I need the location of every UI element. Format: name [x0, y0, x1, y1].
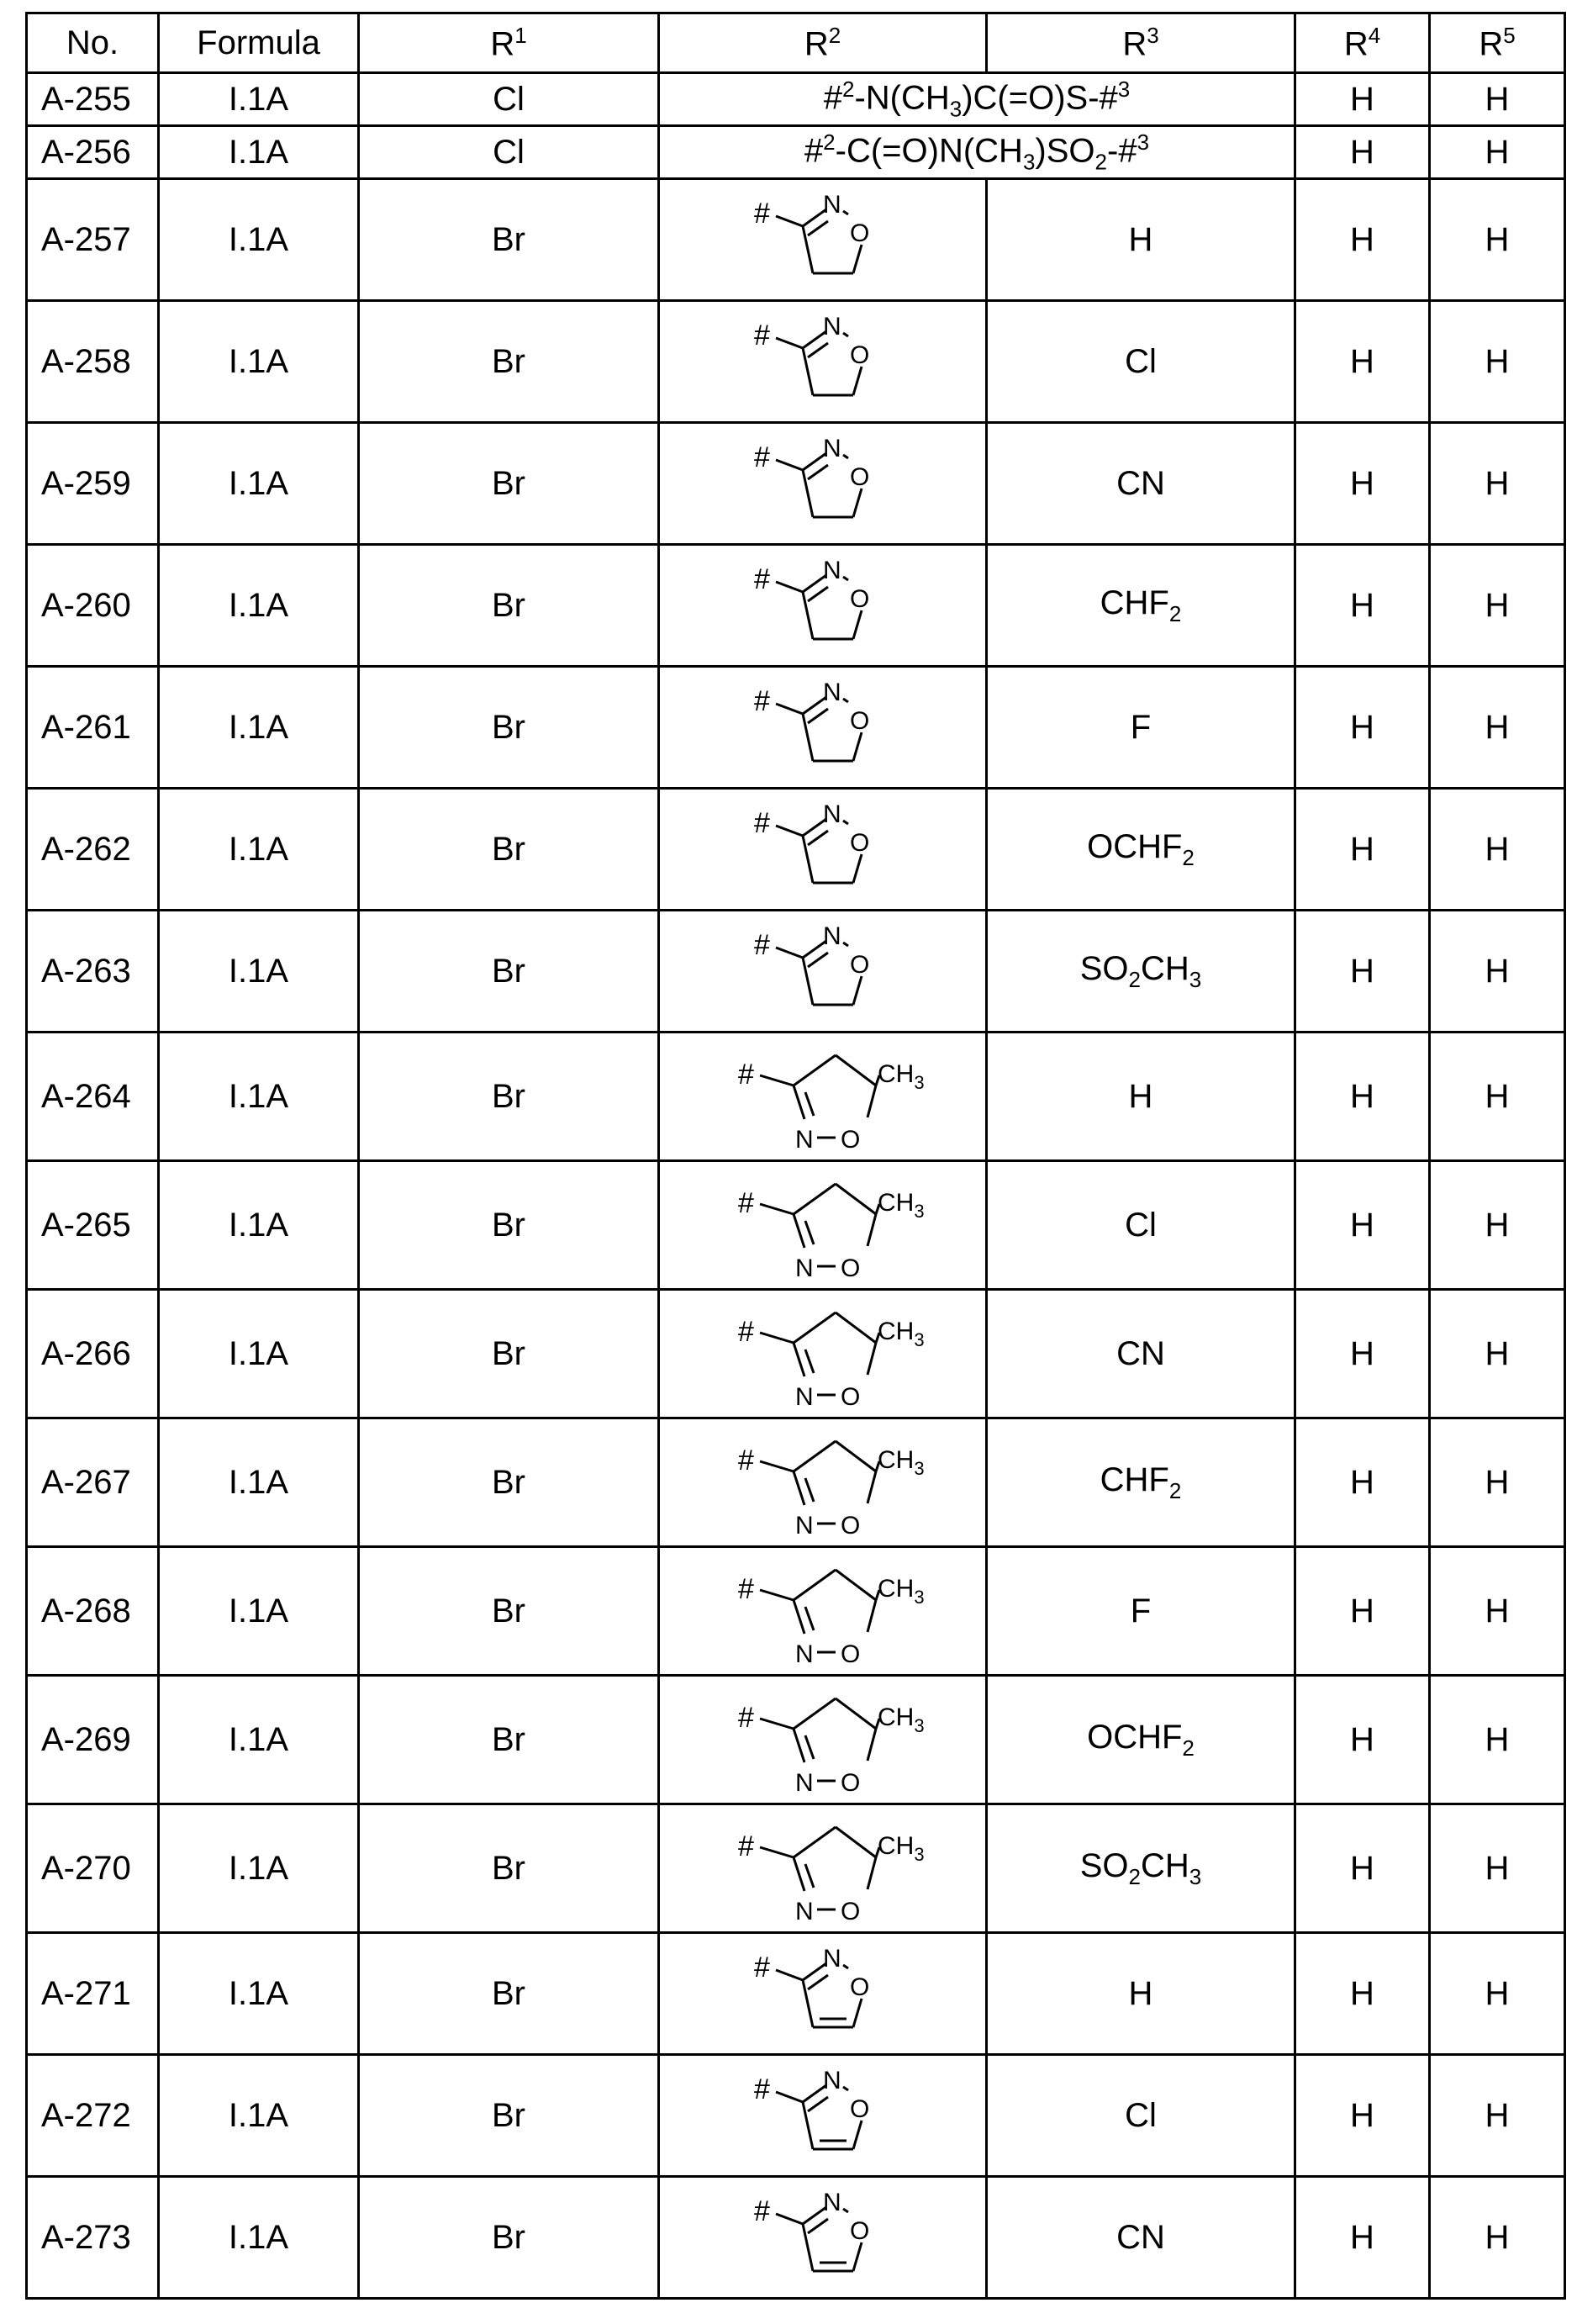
- cell-r4: H: [1295, 2055, 1430, 2177]
- cell-r5: H: [1430, 1804, 1565, 1933]
- svg-text:O: O: [849, 2095, 869, 2123]
- svg-text:N: N: [794, 1254, 814, 1282]
- cell-r5: H: [1430, 1676, 1565, 1804]
- cell-formula: I.1A: [159, 911, 359, 1033]
- cell-r2: [659, 1418, 987, 1547]
- cell-no: A-261: [27, 667, 159, 789]
- cell-no: A-272: [27, 2055, 159, 2177]
- cell-no: A-260: [27, 545, 159, 667]
- header-no: No.: [27, 13, 159, 73]
- header-r5: $R^5$: [1430, 13, 1565, 73]
- cell-r4: H: [1295, 789, 1430, 911]
- svg-text:CH3: $CH_3$: [877, 1060, 925, 1093]
- methyl-dihydroisoxazolyl-structure: [726, 1428, 925, 1540]
- cell-r1: Cl: [359, 73, 659, 126]
- cell-r5: H: [1430, 1290, 1565, 1418]
- svg-text:N: N: [822, 435, 841, 462]
- cell-r5: H: [1430, 789, 1565, 911]
- table-row: [27, 545, 1565, 667]
- svg-text:O: O: [849, 707, 869, 735]
- cell-r3: $OCHF_2$: [987, 789, 1295, 911]
- cell-r3: H: [987, 1033, 1295, 1161]
- isoxazolyl-structure: [739, 1943, 907, 2044]
- svg-text:#: #: [737, 1059, 754, 1091]
- table-row: [27, 1933, 1565, 2055]
- cell-r4: H: [1295, 2177, 1430, 2299]
- cell-no: A-269: [27, 1676, 159, 1804]
- svg-text:O: O: [840, 1512, 860, 1540]
- cell-r3: F: [987, 667, 1295, 789]
- cell-r4: H: [1295, 1933, 1430, 2055]
- compound-table: [25, 12, 1566, 2300]
- svg-text:O: O: [849, 829, 869, 857]
- svg-text:N: N: [794, 1769, 814, 1797]
- svg-text:O: O: [849, 463, 869, 491]
- svg-text:O: O: [849, 951, 869, 979]
- cell-formula: I.1A: [159, 301, 359, 423]
- svg-text:N: N: [822, 2067, 841, 2094]
- svg-text:#: #: [753, 2195, 770, 2227]
- svg-text:#: #: [737, 1830, 754, 1862]
- table-row: [27, 126, 1565, 179]
- svg-text:O: O: [840, 1126, 860, 1154]
- cell-r1: Br: [359, 667, 659, 789]
- svg-text:O: O: [849, 1973, 869, 2001]
- cell-r1: Br: [359, 545, 659, 667]
- cell-r5: H: [1430, 1161, 1565, 1290]
- cell-r2: [659, 1804, 987, 1933]
- table-row: [27, 73, 1565, 126]
- svg-text:#: #: [753, 198, 770, 230]
- svg-text:#: #: [753, 563, 770, 595]
- cell-formula: I.1A: [159, 73, 359, 126]
- methyl-dihydroisoxazolyl-structure: [726, 1556, 925, 1668]
- cell-no: A-271: [27, 1933, 159, 2055]
- cell-no: A-266: [27, 1290, 159, 1418]
- dihydroisoxazolyl-structure: [739, 799, 907, 900]
- header-r4: $R^4$: [1295, 13, 1430, 73]
- table-row: [27, 1547, 1565, 1676]
- cell-r4: H: [1295, 1033, 1430, 1161]
- cell-no: A-265: [27, 1161, 159, 1290]
- cell-r2: [659, 545, 987, 667]
- svg-text:O: O: [840, 1640, 860, 1668]
- cell-r2-r3-bridge: $\#^2-C(=O)N(CH_3)SO_2-\#^3$: [659, 126, 1295, 179]
- cell-r1: Br: [359, 1933, 659, 2055]
- cell-no: A-264: [27, 1033, 159, 1161]
- table-row: [27, 911, 1565, 1033]
- cell-formula: I.1A: [159, 1676, 359, 1804]
- table-row: [27, 1033, 1565, 1161]
- cell-r2: [659, 1290, 987, 1418]
- svg-text:N: N: [794, 1640, 814, 1668]
- cell-r5: H: [1430, 667, 1565, 789]
- cell-r2: [659, 2177, 987, 2299]
- cell-formula: I.1A: [159, 2055, 359, 2177]
- cell-formula: I.1A: [159, 1418, 359, 1547]
- cell-r2: [659, 1547, 987, 1676]
- cell-r1: Br: [359, 1290, 659, 1418]
- table-row: [27, 423, 1565, 545]
- cell-r3: $SO_2CH_3$: [987, 1804, 1295, 1933]
- cell-r1: Br: [359, 1804, 659, 1933]
- cell-r3: $OCHF_2$: [987, 1676, 1295, 1804]
- cell-r2: [659, 179, 987, 301]
- cell-r1: Br: [359, 789, 659, 911]
- cell-formula: I.1A: [159, 667, 359, 789]
- cell-r2: [659, 301, 987, 423]
- svg-text:N: N: [822, 2189, 841, 2216]
- cell-r1: Br: [359, 2177, 659, 2299]
- svg-text:#: #: [737, 1187, 754, 1219]
- cell-r5: H: [1430, 1547, 1565, 1676]
- cell-no: A-273: [27, 2177, 159, 2299]
- svg-text:N: N: [794, 1512, 814, 1540]
- cell-r5: H: [1430, 911, 1565, 1033]
- cell-r3: Cl: [987, 1161, 1295, 1290]
- cell-r1: Br: [359, 2055, 659, 2177]
- cell-no: A-268: [27, 1547, 159, 1676]
- svg-text:#: #: [753, 1952, 770, 1983]
- svg-text:N: N: [794, 1898, 814, 1925]
- cell-formula: I.1A: [159, 423, 359, 545]
- cell-r2: [659, 667, 987, 789]
- cell-formula: I.1A: [159, 1290, 359, 1418]
- svg-text:N: N: [794, 1383, 814, 1411]
- svg-text:N: N: [822, 922, 841, 950]
- cell-r3: $CHF_2$: [987, 1418, 1295, 1547]
- cell-formula: I.1A: [159, 1161, 359, 1290]
- cell-formula: I.1A: [159, 789, 359, 911]
- cell-r5: H: [1430, 2177, 1565, 2299]
- cell-r1: Br: [359, 1676, 659, 1804]
- table-row: [27, 789, 1565, 911]
- cell-formula: I.1A: [159, 126, 359, 179]
- svg-text:O: O: [840, 1383, 860, 1411]
- table-row: [27, 1676, 1565, 1804]
- svg-text:CH3: $CH_3$: [877, 1703, 925, 1736]
- svg-text:N: N: [822, 800, 841, 828]
- svg-text:#: #: [737, 1702, 754, 1734]
- cell-r2: [659, 789, 987, 911]
- cell-r4: H: [1295, 1418, 1430, 1547]
- svg-text:O: O: [849, 341, 869, 369]
- methyl-dihydroisoxazolyl-structure: [726, 1814, 925, 1925]
- table-row: [27, 667, 1565, 789]
- cell-no: A-256: [27, 126, 159, 179]
- isoxazolyl-structure: [739, 2187, 907, 2288]
- cell-r1: Br: [359, 179, 659, 301]
- header-r2: $R^2$: [659, 13, 987, 73]
- svg-text:O: O: [849, 585, 869, 613]
- cell-no: A-258: [27, 301, 159, 423]
- cell-formula: I.1A: [159, 179, 359, 301]
- header-row: [27, 13, 1565, 73]
- cell-r3: CN: [987, 1290, 1295, 1418]
- header-r3: $R^3$: [987, 13, 1295, 73]
- svg-text:#: #: [737, 1316, 754, 1348]
- cell-no: A-270: [27, 1804, 159, 1933]
- dihydroisoxazolyl-structure: [739, 555, 907, 656]
- svg-text:CH3: $CH_3$: [877, 1189, 925, 1222]
- cell-r3: CN: [987, 2177, 1295, 2299]
- cell-r4: H: [1295, 1161, 1430, 1290]
- dihydroisoxazolyl-structure: [739, 311, 907, 412]
- svg-text:#: #: [753, 807, 770, 839]
- cell-r2-r3-bridge: $\#^2-N(CH_3)C(=O)S-\#^3$: [659, 73, 1295, 126]
- svg-text:O: O: [840, 1898, 860, 1925]
- cell-r3: Cl: [987, 2055, 1295, 2177]
- cell-r5: H: [1430, 1033, 1565, 1161]
- svg-text:CH3: $CH_3$: [877, 1575, 925, 1608]
- cell-no: A-267: [27, 1418, 159, 1547]
- cell-r1: Cl: [359, 126, 659, 179]
- cell-r5: H: [1430, 126, 1565, 179]
- cell-r5: H: [1430, 1933, 1565, 2055]
- svg-text:N: N: [822, 557, 841, 584]
- cell-r5: H: [1430, 73, 1565, 126]
- cell-r4: H: [1295, 423, 1430, 545]
- cell-r4: H: [1295, 73, 1430, 126]
- svg-text:#: #: [753, 929, 770, 961]
- cell-r5: H: [1430, 301, 1565, 423]
- cell-no: A-263: [27, 911, 159, 1033]
- table-row: [27, 1418, 1565, 1547]
- table-row: [27, 179, 1565, 301]
- cell-r1: Br: [359, 301, 659, 423]
- cell-r4: H: [1295, 1547, 1430, 1676]
- dihydroisoxazolyl-structure: [739, 677, 907, 778]
- methyl-dihydroisoxazolyl-structure: [726, 1042, 925, 1154]
- table-row: [27, 2177, 1565, 2299]
- header-r1: $R^1$: [359, 13, 659, 73]
- svg-text:#: #: [737, 1445, 754, 1476]
- cell-r4: H: [1295, 179, 1430, 301]
- cell-r4: H: [1295, 1676, 1430, 1804]
- cell-r3: H: [987, 179, 1295, 301]
- svg-text:#: #: [753, 441, 770, 473]
- svg-text:N: N: [794, 1126, 814, 1154]
- cell-no: A-255: [27, 73, 159, 126]
- table-row: [27, 1804, 1565, 1933]
- cell-formula: I.1A: [159, 1033, 359, 1161]
- cell-formula: I.1A: [159, 1547, 359, 1676]
- table-row: [27, 1161, 1565, 1290]
- cell-formula: I.1A: [159, 1804, 359, 1933]
- cell-r2: [659, 1933, 987, 2055]
- svg-text:O: O: [840, 1769, 860, 1797]
- svg-text:O: O: [849, 219, 869, 247]
- methyl-dihydroisoxazolyl-structure: [726, 1299, 925, 1411]
- isoxazolyl-structure: [739, 2065, 907, 2166]
- cell-no: A-257: [27, 179, 159, 301]
- cell-r2: [659, 423, 987, 545]
- svg-text:N: N: [822, 679, 841, 706]
- cell-r2: [659, 2055, 987, 2177]
- svg-text:N: N: [822, 191, 841, 219]
- cell-no: A-259: [27, 423, 159, 545]
- header-formula: Formula: [159, 13, 359, 73]
- cell-r2: [659, 911, 987, 1033]
- svg-text:CH3: $CH_3$: [877, 1832, 925, 1865]
- cell-r5: H: [1430, 2055, 1565, 2177]
- cell-formula: I.1A: [159, 2177, 359, 2299]
- svg-text:#: #: [753, 685, 770, 717]
- cell-r4: H: [1295, 545, 1430, 667]
- cell-r4: H: [1295, 911, 1430, 1033]
- dihydroisoxazolyl-structure: [739, 433, 907, 534]
- cell-r3: CN: [987, 423, 1295, 545]
- svg-text:N: N: [822, 1945, 841, 1973]
- dihydroisoxazolyl-structure: [739, 189, 907, 290]
- cell-r4: H: [1295, 301, 1430, 423]
- svg-text:O: O: [849, 2217, 869, 2245]
- cell-r1: Br: [359, 1418, 659, 1547]
- svg-text:CH3: $CH_3$: [877, 1446, 925, 1479]
- svg-text:N: N: [822, 313, 841, 341]
- cell-r3: $CHF_2$: [987, 545, 1295, 667]
- table-row: [27, 2055, 1565, 2177]
- cell-r2: [659, 1676, 987, 1804]
- svg-text:#: #: [753, 320, 770, 351]
- svg-text:#: #: [753, 2073, 770, 2105]
- cell-r5: H: [1430, 179, 1565, 301]
- cell-no: A-262: [27, 789, 159, 911]
- cell-r1: Br: [359, 1033, 659, 1161]
- table-row: [27, 301, 1565, 423]
- cell-r1: Br: [359, 1161, 659, 1290]
- cell-r3: Cl: [987, 301, 1295, 423]
- cell-r4: H: [1295, 126, 1430, 179]
- cell-r5: H: [1430, 545, 1565, 667]
- cell-r4: H: [1295, 1804, 1430, 1933]
- cell-r1: Br: [359, 911, 659, 1033]
- cell-r5: H: [1430, 423, 1565, 545]
- cell-formula: I.1A: [159, 1933, 359, 2055]
- cell-r1: Br: [359, 423, 659, 545]
- cell-r2: [659, 1161, 987, 1290]
- cell-r3: F: [987, 1547, 1295, 1676]
- cell-r4: H: [1295, 1290, 1430, 1418]
- cell-r2: [659, 1033, 987, 1161]
- table-row: [27, 1290, 1565, 1418]
- cell-r5: H: [1430, 1418, 1565, 1547]
- cell-r1: Br: [359, 1547, 659, 1676]
- cell-r4: H: [1295, 667, 1430, 789]
- methyl-dihydroisoxazolyl-structure: [726, 1685, 925, 1797]
- svg-text:#: #: [737, 1573, 754, 1605]
- cell-r3: H: [987, 1933, 1295, 2055]
- methyl-dihydroisoxazolyl-structure: [726, 1170, 925, 1282]
- dihydroisoxazolyl-structure: [739, 921, 907, 1022]
- svg-text:CH3: $CH_3$: [877, 1318, 925, 1350]
- cell-formula: I.1A: [159, 545, 359, 667]
- cell-r3: $SO_2CH_3$: [987, 911, 1295, 1033]
- svg-text:O: O: [840, 1254, 860, 1282]
